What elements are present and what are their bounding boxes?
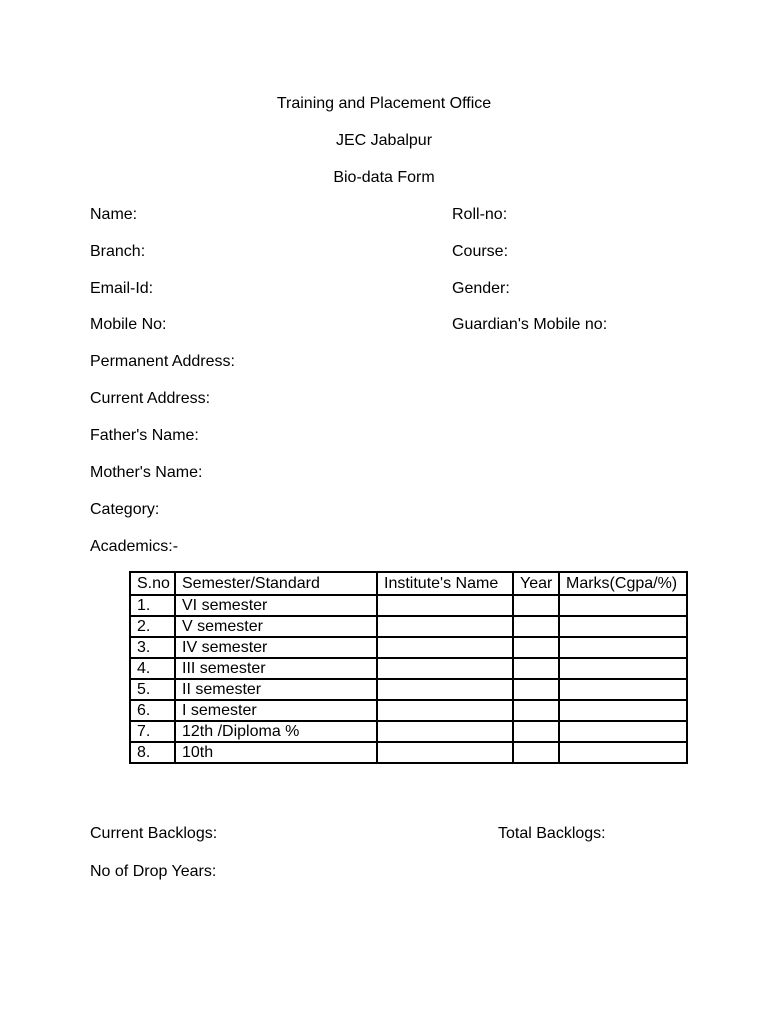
gender-label: Gender:: [452, 280, 510, 297]
cell-standard: II semester: [175, 679, 377, 700]
cell-sno: 1.: [130, 595, 175, 616]
table-header-row: [130, 572, 687, 595]
form-title: Bio-data Form: [333, 169, 435, 186]
roll-no-label: Roll-no:: [452, 206, 508, 223]
branch-label: Branch:: [90, 243, 146, 260]
cell-institute: [377, 742, 513, 763]
table-row: [130, 742, 687, 763]
cell-year: [513, 616, 559, 637]
cell-standard: 12th /Diploma %: [175, 721, 377, 742]
cell-sno: 4.: [130, 658, 175, 679]
college-name: JEC Jabalpur: [335, 132, 433, 149]
cell-institute: [377, 595, 513, 616]
table-row: [130, 679, 687, 700]
cell-institute: [377, 679, 513, 700]
header-sno: S.no: [130, 572, 175, 595]
table-row: [130, 616, 687, 637]
cell-sno: 8.: [130, 742, 175, 763]
permanent-address-label: Permanent Address:: [90, 353, 235, 370]
academics-label: Academics:-: [90, 538, 179, 555]
guardian-mobile-label: Guardian's Mobile no:: [452, 316, 608, 333]
cell-marks: [559, 658, 687, 679]
cell-sno: 2.: [130, 616, 175, 637]
cell-sno: 7.: [130, 721, 175, 742]
cell-marks: [559, 637, 687, 658]
cell-standard: V semester: [175, 616, 377, 637]
course-label: Course:: [452, 243, 509, 260]
drop-years-label: No of Drop Years:: [90, 863, 217, 880]
cell-year: [513, 742, 559, 763]
cell-institute: [377, 637, 513, 658]
mother-name-label: Mother's Name:: [90, 464, 203, 481]
cell-marks: [559, 742, 687, 763]
academics-table: [129, 571, 688, 764]
cell-institute: [377, 616, 513, 637]
cell-institute: [377, 700, 513, 721]
cell-year: [513, 637, 559, 658]
cell-standard: III semester: [175, 658, 377, 679]
email-label: Email-Id:: [90, 280, 154, 297]
current-address-label: Current Address:: [90, 390, 211, 407]
cell-standard: I semester: [175, 700, 377, 721]
cell-standard: VI semester: [175, 595, 377, 616]
cell-year: [513, 679, 559, 700]
cell-year: [513, 658, 559, 679]
cell-institute: [377, 721, 513, 742]
table-row: [130, 595, 687, 616]
cell-sno: 6.: [130, 700, 175, 721]
cell-marks: [559, 721, 687, 742]
cell-sno: 3.: [130, 637, 175, 658]
cell-standard: IV semester: [175, 637, 377, 658]
cell-year: [513, 700, 559, 721]
cell-marks: [559, 616, 687, 637]
cell-standard: 10th: [175, 742, 377, 763]
table-row: [130, 658, 687, 679]
cell-sno: 5.: [130, 679, 175, 700]
category-label: Category:: [90, 501, 160, 518]
table-row: [130, 721, 687, 742]
header-institute: Institute's Name: [377, 572, 513, 595]
father-name-label: Father's Name:: [90, 427, 199, 444]
cell-year: [513, 595, 559, 616]
cell-marks: [559, 700, 687, 721]
cell-year: [513, 721, 559, 742]
header-semester: Semester/Standard: [175, 572, 377, 595]
header-marks: Marks(Cgpa/%): [559, 572, 687, 595]
table-row: [130, 700, 687, 721]
current-backlogs-label: Current Backlogs:: [90, 825, 218, 842]
cell-marks: [559, 595, 687, 616]
cell-marks: [559, 679, 687, 700]
header-year: Year: [513, 572, 559, 595]
name-label: Name:: [90, 206, 138, 223]
office-title: Training and Placement Office: [276, 95, 492, 112]
table-row: [130, 637, 687, 658]
cell-institute: [377, 658, 513, 679]
total-backlogs-label: Total Backlogs:: [498, 825, 606, 842]
mobile-label: Mobile No:: [90, 316, 167, 333]
